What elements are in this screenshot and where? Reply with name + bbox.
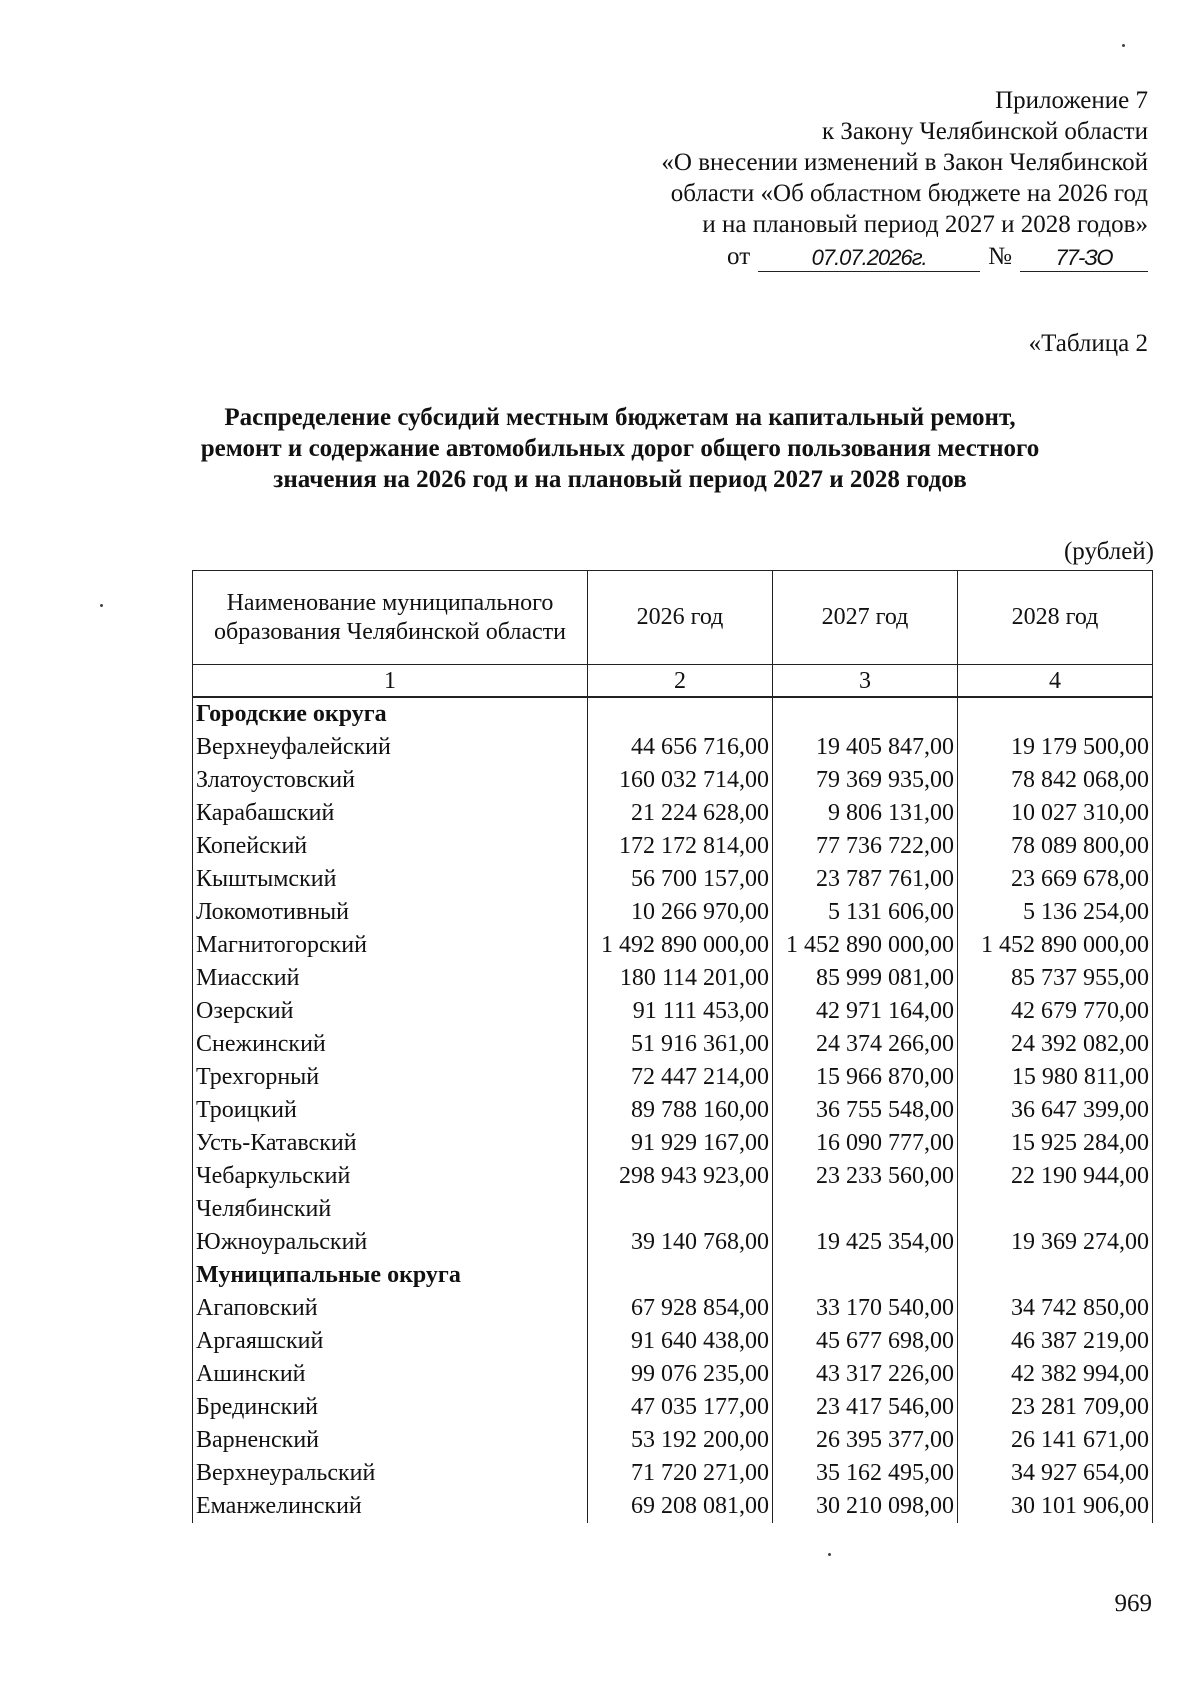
- value-2027-cell: 42 971 164,00: [773, 995, 958, 1028]
- subsidy-table: [192, 570, 1153, 1523]
- column-number-3: 3: [773, 665, 958, 698]
- value-2026-cell: 172 172 814,00: [588, 830, 773, 863]
- value-2026-cell: 21 224 628,00: [588, 797, 773, 830]
- municipality-name-cell: Карабашский: [193, 797, 588, 830]
- value-2027-cell: [773, 1259, 958, 1292]
- document-title: Распределение субсидий местным бюджетам на капитальный ремонт, ремонт и содержание автомобильных дорог общего пользования местного значения на 2026 год и на плановый период 2027 и 2028 годов: [200, 404, 1040, 493]
- table-row: [193, 1061, 1153, 1094]
- table-row: [193, 1127, 1153, 1160]
- column-number-2: 2: [588, 665, 773, 698]
- value-2026-cell: 51 916 361,00: [588, 1028, 773, 1061]
- value-2028-cell: 10 027 310,00: [958, 797, 1153, 830]
- value-2027-cell: [773, 1193, 958, 1226]
- table-label: «Таблица 2: [1028, 330, 1148, 357]
- column-header-2026: 2026 год: [588, 571, 773, 665]
- value-2028-cell: 15 980 811,00: [958, 1061, 1153, 1094]
- appendix-line-5: и на плановый период 2027 и 2028 годов»: [702, 211, 1148, 238]
- municipality-name-cell: Агаповский: [193, 1292, 588, 1325]
- municipality-name-cell: Златоустовский: [193, 764, 588, 797]
- appendix-line-3: «О внесении изменений в Закон Челябинской: [661, 149, 1148, 176]
- municipality-name-cell: Южноуральский: [193, 1226, 588, 1259]
- value-2028-cell: 23 281 709,00: [958, 1391, 1153, 1424]
- municipality-name-cell: Локомотивный: [193, 896, 588, 929]
- value-2026-cell: 69 208 081,00: [588, 1490, 773, 1523]
- table-row: [193, 863, 1153, 896]
- table-row: [193, 764, 1153, 797]
- appendix-line-2: к Закону Челябинской области: [822, 118, 1148, 145]
- table-row: [193, 896, 1153, 929]
- from-label: от: [727, 243, 751, 270]
- value-2026-cell: [588, 1259, 773, 1292]
- municipality-name-cell: Магнитогорский: [193, 929, 588, 962]
- value-2027-cell: 5 131 606,00: [773, 896, 958, 929]
- value-2027-cell: 9 806 131,00: [773, 797, 958, 830]
- table-group-row: [193, 697, 1153, 731]
- value-2028-cell: 19 179 500,00: [958, 731, 1153, 764]
- value-2026-cell: 67 928 854,00: [588, 1292, 773, 1325]
- value-2028-cell: 85 737 955,00: [958, 962, 1153, 995]
- municipality-name-cell: Городские округа: [193, 697, 588, 731]
- value-2028-cell: 42 679 770,00: [958, 995, 1153, 1028]
- value-2027-cell: 30 210 098,00: [773, 1490, 958, 1523]
- municipality-name-cell: Еманжелинский: [193, 1490, 588, 1523]
- table-body: [193, 697, 1153, 1523]
- value-2028-cell: [958, 1259, 1153, 1292]
- value-2026-cell: 53 192 200,00: [588, 1424, 773, 1457]
- municipality-name-cell: Кыштымский: [193, 863, 588, 896]
- municipality-name-cell: Ашинский: [193, 1358, 588, 1391]
- municipality-name-cell: Миасский: [193, 962, 588, 995]
- value-2028-cell: 42 382 994,00: [958, 1358, 1153, 1391]
- value-2028-cell: 24 392 082,00: [958, 1028, 1153, 1061]
- municipality-name-cell: Усть-Катавский: [193, 1127, 588, 1160]
- value-2026-cell: 1 492 890 000,00: [588, 929, 773, 962]
- table-row: [193, 962, 1153, 995]
- value-2028-cell: 15 925 284,00: [958, 1127, 1153, 1160]
- value-2027-cell: 19 425 354,00: [773, 1226, 958, 1259]
- value-2026-cell: 91 640 438,00: [588, 1325, 773, 1358]
- value-2028-cell: 5 136 254,00: [958, 896, 1153, 929]
- value-2028-cell: 78 089 800,00: [958, 830, 1153, 863]
- appendix-line-4: области «Об областном бюджете на 2026 год: [670, 180, 1148, 207]
- value-2026-cell: [588, 1193, 773, 1226]
- value-2026-cell: 160 032 714,00: [588, 764, 773, 797]
- value-2026-cell: 99 076 235,00: [588, 1358, 773, 1391]
- value-2028-cell: 36 647 399,00: [958, 1094, 1153, 1127]
- law-number: 77-ЗО: [1020, 245, 1148, 272]
- column-number-4: 4: [958, 665, 1153, 698]
- table-row: [193, 1424, 1153, 1457]
- value-2026-cell: 10 266 970,00: [588, 896, 773, 929]
- table-row: [193, 731, 1153, 764]
- value-2026-cell: 39 140 768,00: [588, 1226, 773, 1259]
- number-label: №: [988, 243, 1012, 270]
- value-2026-cell: [588, 697, 773, 731]
- table-row: [193, 1094, 1153, 1127]
- municipality-name-cell: Аргаяшский: [193, 1325, 588, 1358]
- table-row: [193, 1490, 1153, 1523]
- value-2027-cell: 23 787 761,00: [773, 863, 958, 896]
- value-2028-cell: [958, 697, 1153, 731]
- value-2028-cell: 23 669 678,00: [958, 863, 1153, 896]
- column-header-2028: 2028 год: [958, 571, 1153, 665]
- municipality-name-cell: Верхнеуфалейский: [193, 731, 588, 764]
- value-2027-cell: 19 405 847,00: [773, 731, 958, 764]
- table-row: [193, 1292, 1153, 1325]
- municipality-name-cell: Муниципальные округа: [193, 1259, 588, 1292]
- column-header-2027: 2027 год: [773, 571, 958, 665]
- table-row: [193, 1193, 1153, 1226]
- table-row: [193, 797, 1153, 830]
- table-row: [193, 1358, 1153, 1391]
- value-2026-cell: 298 943 923,00: [588, 1160, 773, 1193]
- column-number-1: 1: [193, 665, 588, 698]
- municipality-name-cell: Чебаркульский: [193, 1160, 588, 1193]
- appendix-header: [661, 85, 1148, 272]
- municipality-name-cell: Верхнеуральский: [193, 1457, 588, 1490]
- value-2027-cell: 16 090 777,00: [773, 1127, 958, 1160]
- table-row: [193, 1457, 1153, 1490]
- value-2027-cell: 79 369 935,00: [773, 764, 958, 797]
- value-2026-cell: 91 111 453,00: [588, 995, 773, 1028]
- value-2026-cell: 180 114 201,00: [588, 962, 773, 995]
- table-row: [193, 1226, 1153, 1259]
- table-row: [193, 1160, 1153, 1193]
- value-2028-cell: 22 190 944,00: [958, 1160, 1153, 1193]
- municipality-name-cell: Озерский: [193, 995, 588, 1028]
- value-2027-cell: 43 317 226,00: [773, 1358, 958, 1391]
- value-2027-cell: 35 162 495,00: [773, 1457, 958, 1490]
- value-2027-cell: 15 966 870,00: [773, 1061, 958, 1094]
- value-2028-cell: [958, 1193, 1153, 1226]
- table-group-row: [193, 1259, 1153, 1292]
- municipality-name-cell: Варненский: [193, 1424, 588, 1457]
- value-2027-cell: 1 452 890 000,00: [773, 929, 958, 962]
- value-2027-cell: [773, 697, 958, 731]
- value-2028-cell: 19 369 274,00: [958, 1226, 1153, 1259]
- value-2028-cell: 78 842 068,00: [958, 764, 1153, 797]
- column-number-row: [193, 665, 1153, 698]
- value-2027-cell: 23 233 560,00: [773, 1160, 958, 1193]
- table-row: [193, 1325, 1153, 1358]
- municipality-name-cell: Челябинский: [193, 1193, 588, 1226]
- municipality-name-cell: Брединский: [193, 1391, 588, 1424]
- value-2027-cell: 26 395 377,00: [773, 1424, 958, 1457]
- value-2026-cell: 71 720 271,00: [588, 1457, 773, 1490]
- value-2028-cell: 30 101 906,00: [958, 1490, 1153, 1523]
- units-label: (рублей): [1063, 538, 1154, 565]
- value-2027-cell: 23 417 546,00: [773, 1391, 958, 1424]
- municipality-name-cell: Снежинский: [193, 1028, 588, 1061]
- value-2026-cell: 72 447 214,00: [588, 1061, 773, 1094]
- value-2027-cell: 24 374 266,00: [773, 1028, 958, 1061]
- municipality-name-cell: Копейский: [193, 830, 588, 863]
- value-2027-cell: 85 999 081,00: [773, 962, 958, 995]
- page-number: 969: [1114, 1590, 1152, 1617]
- table-row: [193, 929, 1153, 962]
- value-2027-cell: 45 677 698,00: [773, 1325, 958, 1358]
- municipality-name-cell: Трехгорный: [193, 1061, 588, 1094]
- value-2026-cell: 44 656 716,00: [588, 731, 773, 764]
- table-row: [193, 1391, 1153, 1424]
- value-2026-cell: 47 035 177,00: [588, 1391, 773, 1424]
- value-2028-cell: 34 742 850,00: [958, 1292, 1153, 1325]
- value-2028-cell: 26 141 671,00: [958, 1424, 1153, 1457]
- value-2028-cell: 1 452 890 000,00: [958, 929, 1153, 962]
- law-date-number-line: [661, 241, 1148, 272]
- value-2026-cell: 89 788 160,00: [588, 1094, 773, 1127]
- value-2027-cell: 77 736 722,00: [773, 830, 958, 863]
- value-2027-cell: 36 755 548,00: [773, 1094, 958, 1127]
- value-2028-cell: 46 387 219,00: [958, 1325, 1153, 1358]
- appendix-line-1: Приложение 7: [995, 87, 1148, 114]
- table-row: [193, 830, 1153, 863]
- table-header-row: [193, 571, 1153, 665]
- law-date: 07.07.2026г.: [758, 245, 980, 272]
- column-header-name: Наименование муниципального образования Челябинской области: [193, 571, 588, 665]
- value-2026-cell: 91 929 167,00: [588, 1127, 773, 1160]
- table-row: [193, 1028, 1153, 1061]
- municipality-name-cell: Троицкий: [193, 1094, 588, 1127]
- value-2026-cell: 56 700 157,00: [588, 863, 773, 896]
- table-row: [193, 995, 1153, 1028]
- value-2028-cell: 34 927 654,00: [958, 1457, 1153, 1490]
- value-2027-cell: 33 170 540,00: [773, 1292, 958, 1325]
